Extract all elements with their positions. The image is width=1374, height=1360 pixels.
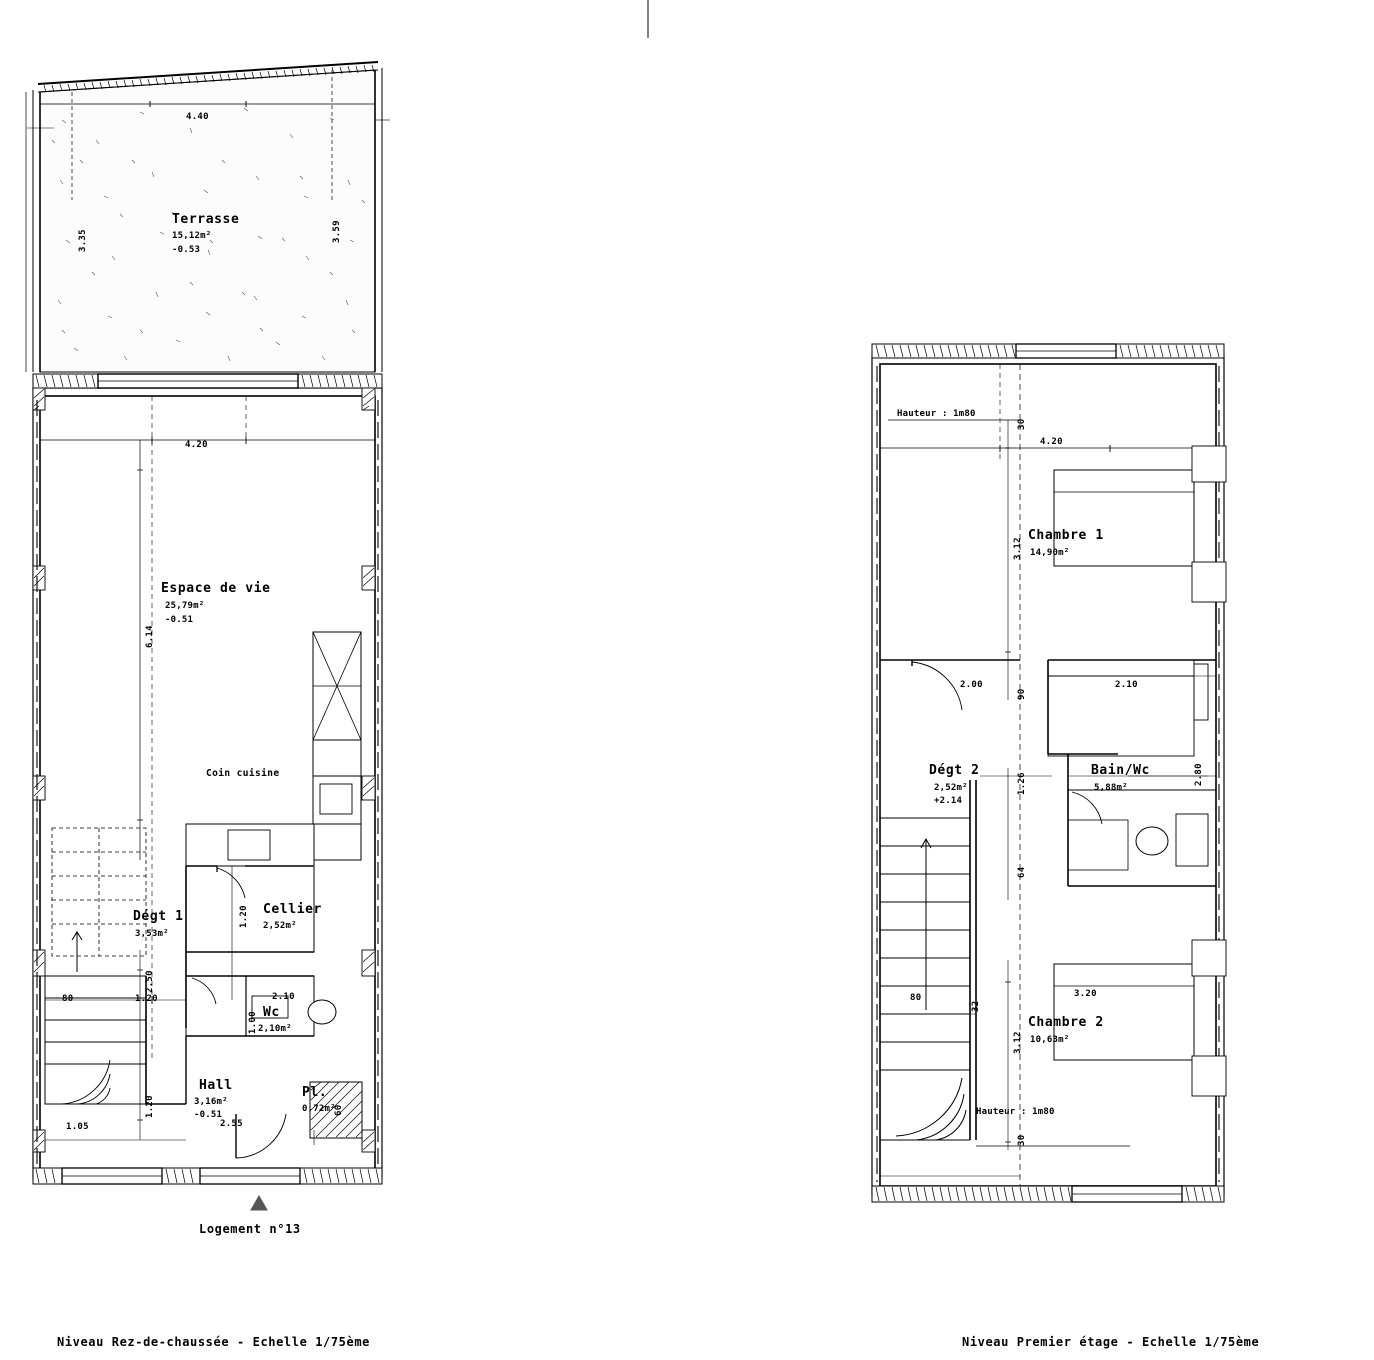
room-degt2-name: Dégt 2 — [929, 763, 980, 778]
dim-hall-width: 2.55 — [220, 1119, 243, 1129]
first-floor-plan — [840, 0, 1374, 1290]
dim-chambre2-depth: 3.12 — [1013, 1031, 1023, 1054]
dim-terrace-right: 3.59 — [332, 220, 342, 243]
dim-chambre1-depth: 3.12 — [1013, 537, 1023, 560]
room-degt1-name: Dégt 1 — [133, 909, 184, 924]
first-floor-drawing — [840, 0, 1374, 1290]
dim-64: 64 — [1017, 866, 1027, 878]
dim-living-depth: 6.14 — [145, 625, 155, 648]
dim-degt1-depth: 2.50 — [145, 970, 155, 993]
dim-placard-width: 60 — [334, 1104, 344, 1116]
dim-stair-width: 80 — [62, 994, 74, 1004]
dim-chambre2-width: 3.20 — [1074, 989, 1097, 999]
dim-stair-width-upper: 80 — [910, 993, 922, 1003]
dim-living-width: 4.20 — [185, 440, 208, 450]
dim-terrace-width: 4.40 — [186, 112, 209, 122]
room-hall-name: Hall — [199, 1078, 233, 1093]
room-terrasse-area: 15,12m² — [172, 231, 212, 241]
room-chambre2-name: Chambre 2 — [1028, 1015, 1104, 1030]
room-placard-area: 0,72m² — [302, 1104, 336, 1114]
unit-label-ground: Logement n°13 — [199, 1222, 301, 1236]
room-cellier-area: 2,52m² — [263, 921, 297, 931]
caption-ground-floor: Niveau Rez-de-chaussée - Echelle 1/75ème — [57, 1335, 370, 1349]
dim-wc-width: 2.10 — [272, 992, 295, 1002]
room-degt2-level: +2.14 — [934, 796, 963, 806]
dim-cellier-door: 1.20 — [239, 905, 249, 928]
room-terrasse-name: Terrasse — [172, 212, 240, 227]
room-degt2-area: 2,52m² — [934, 783, 968, 793]
dim-32: 32 — [971, 1000, 981, 1012]
dim-chambre1-width: 4.20 — [1040, 437, 1063, 447]
room-terrasse-level: -0.53 — [172, 245, 201, 255]
caption-first-floor: Niveau Premier étage - Echelle 1/75ème — [962, 1335, 1260, 1349]
room-bain-wc-name: Bain/Wc — [1091, 763, 1150, 778]
dim-bain-width: 2.10 — [1115, 680, 1138, 690]
dim-terrace-left: 3.35 — [78, 229, 88, 252]
room-chambre1-area: 14,90m² — [1030, 548, 1070, 558]
room-placard-name: Pl. — [302, 1085, 328, 1100]
ground-floor-plan — [0, 0, 700, 1290]
room-wc-name: Wc — [263, 1005, 280, 1020]
dim-degt1-width: 1.20 — [135, 994, 158, 1004]
ground-floor-drawing — [0, 0, 700, 1290]
room-hall-area: 3,16m² — [194, 1097, 228, 1107]
dim-degt2-door: 2.00 — [960, 680, 983, 690]
room-hall-level: -0.51 — [194, 1110, 223, 1120]
room-bain-wc-area: 5,88m² — [1094, 783, 1128, 793]
dim-90: 90 — [1017, 688, 1027, 700]
room-chambre2-area: 10,63m² — [1030, 1035, 1070, 1045]
dim-280: 2.80 — [1194, 763, 1204, 786]
dim-126: 1.26 — [1017, 772, 1027, 795]
room-cellier-name: Cellier — [263, 902, 322, 917]
room-espace-de-vie-area: 25,79m² — [165, 601, 205, 611]
room-chambre1-name: Chambre 1 — [1028, 528, 1104, 543]
dim-bottom-30: 30 — [1017, 1134, 1027, 1146]
room-espace-de-vie-level: -0.51 — [165, 615, 194, 625]
dim-top-30: 30 — [1017, 418, 1027, 430]
dim-stair-bottom: 1.05 — [66, 1122, 89, 1132]
dim-hall-depth: 1.20 — [145, 1095, 155, 1118]
room-espace-de-vie-name: Espace de vie — [161, 581, 271, 596]
room-degt1-area: 3,53m² — [135, 929, 169, 939]
annotation-hauteur-top: Hauteur : 1m80 — [897, 409, 976, 419]
annotation-coin-cuisine: Coin cuisine — [206, 768, 280, 779]
dim-wc-door: 1.00 — [248, 1011, 258, 1034]
room-wc-area: 2,10m² — [258, 1024, 292, 1034]
annotation-hauteur-bottom: Hauteur : 1m80 — [976, 1107, 1055, 1117]
